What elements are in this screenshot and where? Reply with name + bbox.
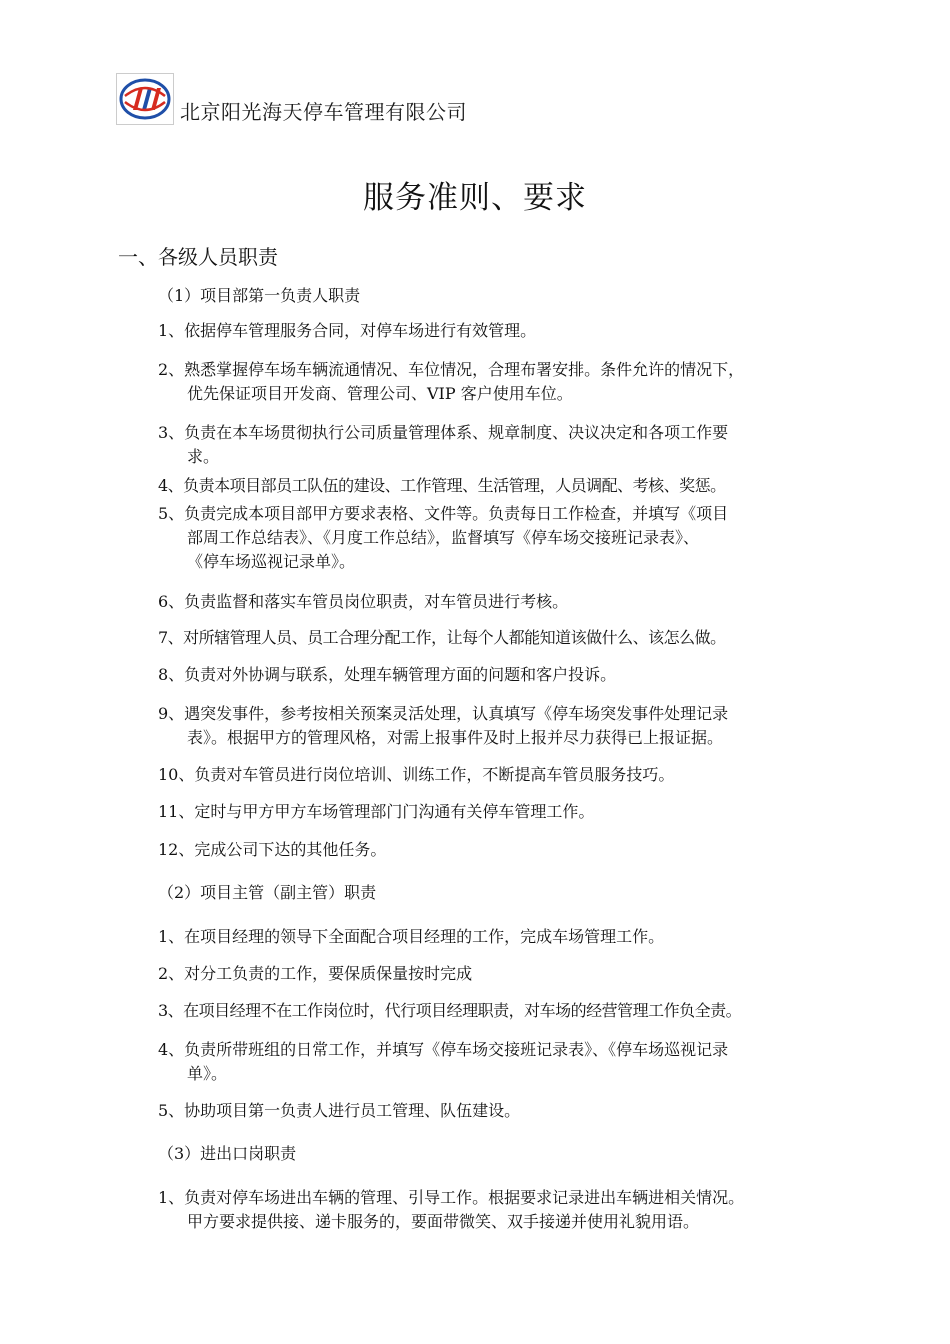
- section-heading: 一、各级人员职责: [118, 245, 278, 269]
- list-item: 9、遇突发事件，参考按相关预案灵活处理，认真填写《停车场突发事件处理记录: [158, 704, 729, 723]
- document-header: [116, 72, 467, 126]
- list-item: 7、对所辖管理人员、员工合理分配工作，让每个人都能知道该做什么、该怎么做。: [158, 628, 726, 647]
- subsection-heading-1: （1）项目部第一负责人职责: [158, 286, 361, 305]
- list-item: 4、负责所带班组的日常工作，并填写《停车场交接班记录表》、《停车场巡视记录: [158, 1040, 729, 1059]
- list-item-continuation: 甲方要求提供接、递卡服务的，要面带微笑、双手接递并使用礼貌用语。: [187, 1212, 700, 1231]
- company-name: 北京阳光海天停车管理有限公司: [180, 99, 467, 124]
- subsection-heading-2: （2）项目主管（副主管）职责: [158, 883, 377, 902]
- list-item: 2、对分工负责的工作，要保质保量按时完成: [158, 964, 473, 983]
- list-item-continuation: 优先保证项目开发商、管理公司、VIP 客户使用车位。: [187, 384, 573, 403]
- list-item-continuation: 单》。: [187, 1064, 228, 1083]
- document-title: 服务准则、要求: [363, 180, 587, 216]
- list-item: 3、负责在本车场贯彻执行公司质量管理体系、规章制度、决议决定和各项工作要: [158, 423, 729, 442]
- list-item: 3、在项目经理不在工作岗位时，代行项目经理职责，对车场的经营管理工作负全责。: [158, 1001, 742, 1020]
- list-item: 2、熟悉掌握停车场车辆流通情况、车位情况，合理布署安排。条件允许的情况下，: [158, 360, 745, 379]
- list-item: 10、负责对车管员进行岗位培训、训练工作，不断提高车管员服务技巧。: [158, 765, 675, 784]
- company-logo-icon: [116, 73, 174, 125]
- list-item: 1、在项目经理的领导下全面配合项目经理的工作，完成车场管理工作。: [158, 927, 665, 946]
- list-item: 5、负责完成本项目部甲方要求表格、文件等。负责每日工作检查，并填写《项目: [158, 504, 729, 523]
- list-item: 8、负责对外协调与联系，处理车辆管理方面的问题和客户投诉。: [158, 665, 617, 684]
- list-item: 11、定时与甲方甲方车场管理部门门沟通有关停车管理工作。: [158, 802, 595, 821]
- list-item-continuation: 部周工作总结表》、《月度工作总结》，监督填写《停车场交接班记录表》、: [187, 528, 700, 547]
- list-item-continuation: 求。: [187, 447, 220, 466]
- list-item: 6、负责监督和落实车管员岗位职责，对车管员进行考核。: [158, 592, 569, 611]
- list-item: 5、协助项目第一负责人进行员工管理、队伍建设。: [158, 1101, 521, 1120]
- subsection-heading-3: （3）进出口岗职责: [158, 1144, 297, 1163]
- list-item: 1、负责对停车场进出车辆的管理、引导工作。根据要求记录进出车辆进相关情况。: [158, 1188, 745, 1207]
- list-item-continuation: 表》。根据甲方的管理风格，对需上报事件及时上报并尽力获得已上报证据。: [187, 728, 724, 747]
- list-item: 1、依据停车管理服务合同，对停车场进行有效管理。: [158, 321, 537, 340]
- list-item: 4、负责本项目部员工队伍的建设、工作管理、生活管理，人员调配、考核、奖惩。: [158, 476, 726, 495]
- list-item: 12、完成公司下达的其他任务。: [158, 840, 387, 859]
- list-item-continuation: 《停车场巡视记录单》。: [187, 552, 356, 571]
